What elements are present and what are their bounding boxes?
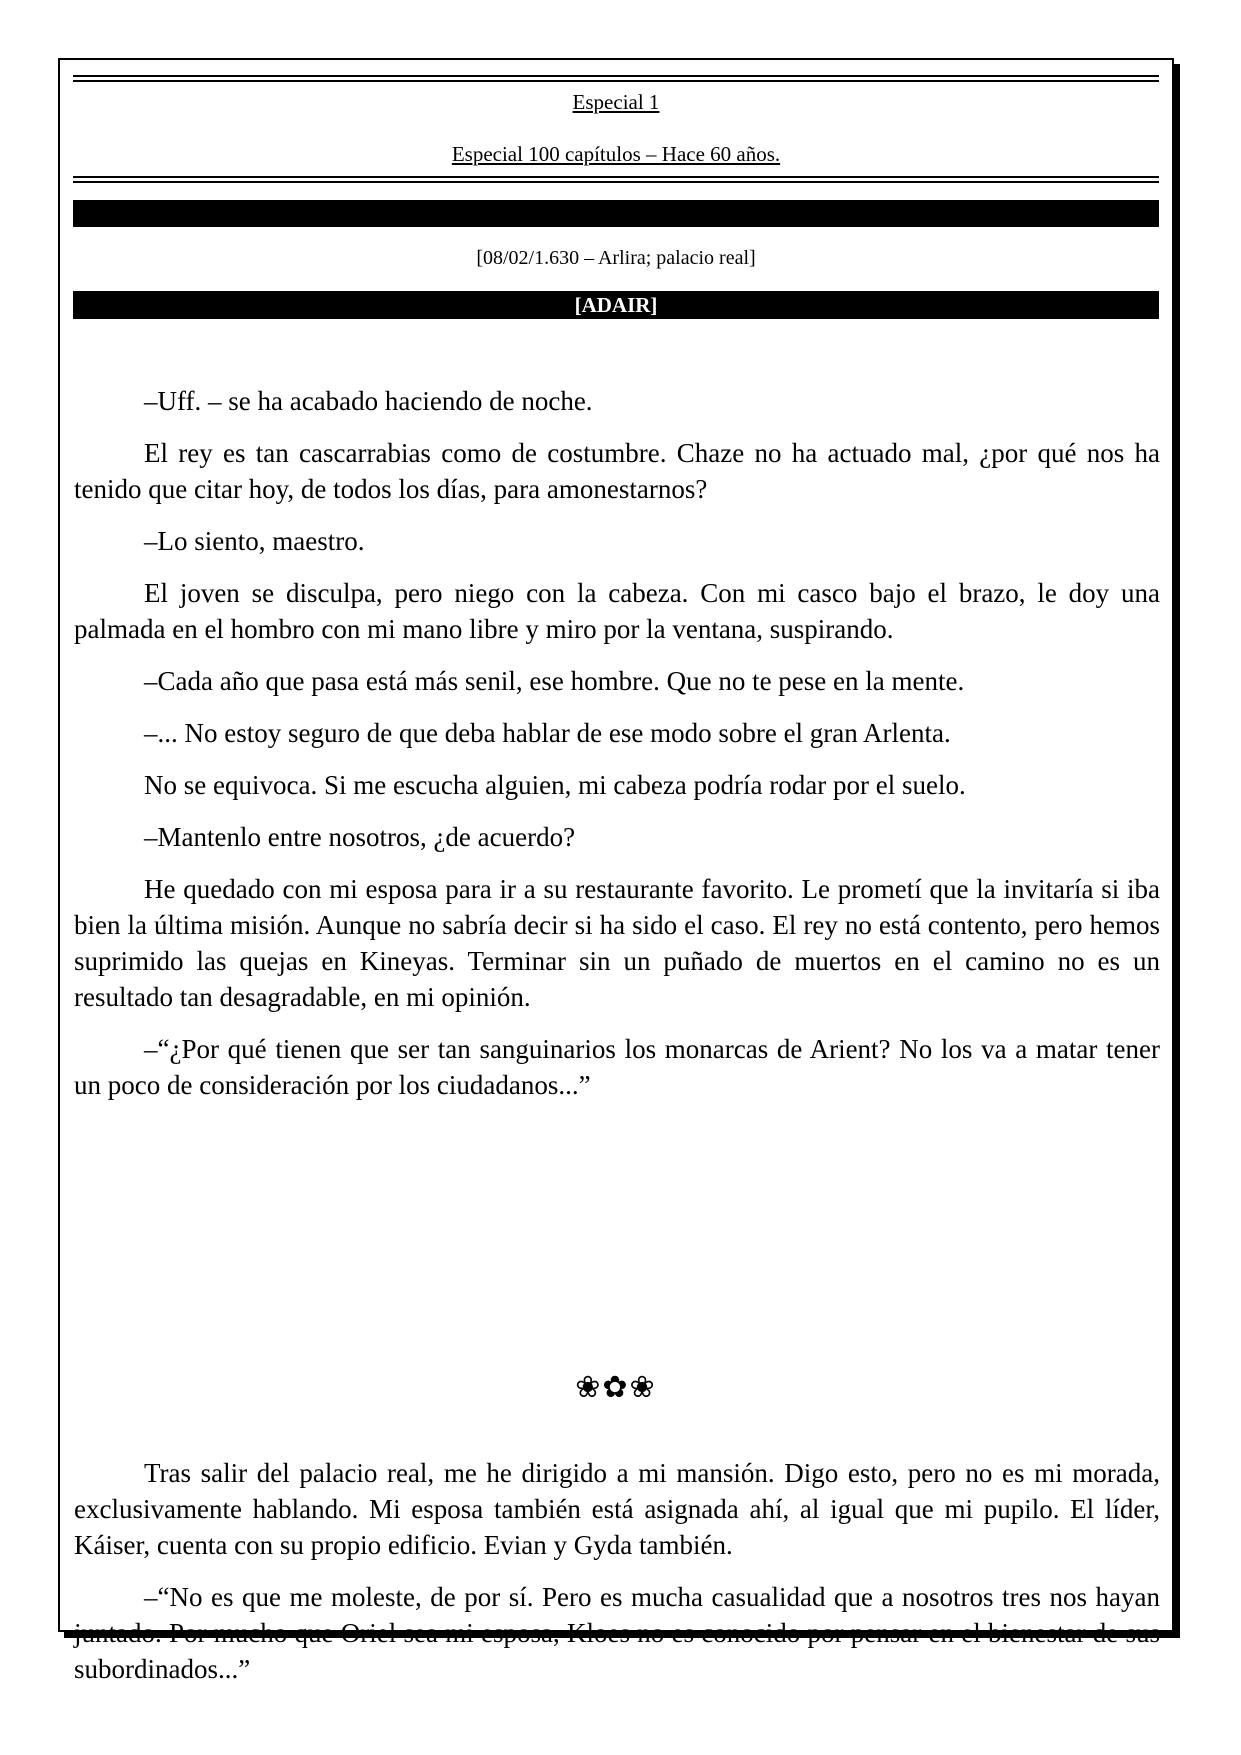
paragraph: –Cada año que pasa está más senil, ese hombre. Que no te pese en la mente. [144, 666, 965, 696]
paragraph: El rey es tan cascarrabias como de costumbre. Chaze no ha actuado mal, ¿por qué nos ha tenido que citar hoy, de todos los días, para amonestarnos? [74, 438, 1160, 504]
middle-double-rule [73, 176, 1159, 183]
paragraph: –Lo siento, maestro. [144, 526, 365, 556]
top-double-rule [73, 75, 1159, 82]
paragraph: –... No estoy seguro de que deba hablar de ese modo sobre el gran Arlenta. [144, 718, 951, 748]
body-text-part-2 [74, 1455, 1160, 1703]
black-divider-bar [73, 200, 1159, 227]
paragraph: –Mantenlo entre nosotros, ¿de acuerdo? [144, 822, 576, 852]
paragraph: He quedado con mi esposa para ir a su restaurante favorito. Le prometí que la invitaría si iba bien la última misión. Aunque no sabría decir si ha sido el caso. El rey no está contento, pero hemos suprimido las quejas en Kineyas. Terminar sin un puñado de muertos en el camino no es un resultado tan desagradable, en mi opinión. [74, 874, 1160, 1012]
special-subtitle: Especial 100 capítulos – Hace 60 años. [451, 142, 781, 166]
paragraph: –“¿Por qué tienen que ser tan sanguinarios los monarcas de Arient? No los va a matar tener un poco de consideración por los ciudadanos...” [74, 1034, 1160, 1100]
special-heading: Especial 1 [572, 90, 660, 114]
pov-label: [ADAIR] [73, 291, 1159, 319]
paragraph: El joven se disculpa, pero niego con la cabeza. Con mi casco bajo el brazo, le doy una palmada en el hombro con mi mano libre y miro por la ventana, suspirando. [74, 578, 1160, 644]
body-text-part-1 [74, 383, 1160, 1119]
paragraph: –“No es que me moleste, de por sí. Pero es mucha casualidad que a nosotros tres nos hayan juntado. Por mucho que Oriel sea mi esposa, Kloes no es conocido por pensar en el bienestar de sus subordinados...” [74, 1582, 1160, 1684]
page-frame [58, 58, 1174, 1684]
paragraph: No se equivoca. Si me escucha alguien, mi cabeza podría rodar por el suelo. [144, 770, 966, 800]
paragraph: –Uff. – se ha acabado haciendo de noche. [144, 386, 593, 416]
paragraph: Tras salir del palacio real, me he dirigido a mi mansión. Digo esto, pero no es mi morada, exclusivamente hablando. Mi esposa también está asignada ahí, al igual que mi pupilo. El líder, Káiser, cuenta con su propio edificio. Evian y Gyda también. [74, 1458, 1160, 1560]
flower-ornament-divider: ❀✿❀ [575, 1370, 657, 1405]
scene-location: [08/02/1.630 – Arlira; palacio real] [476, 247, 756, 269]
